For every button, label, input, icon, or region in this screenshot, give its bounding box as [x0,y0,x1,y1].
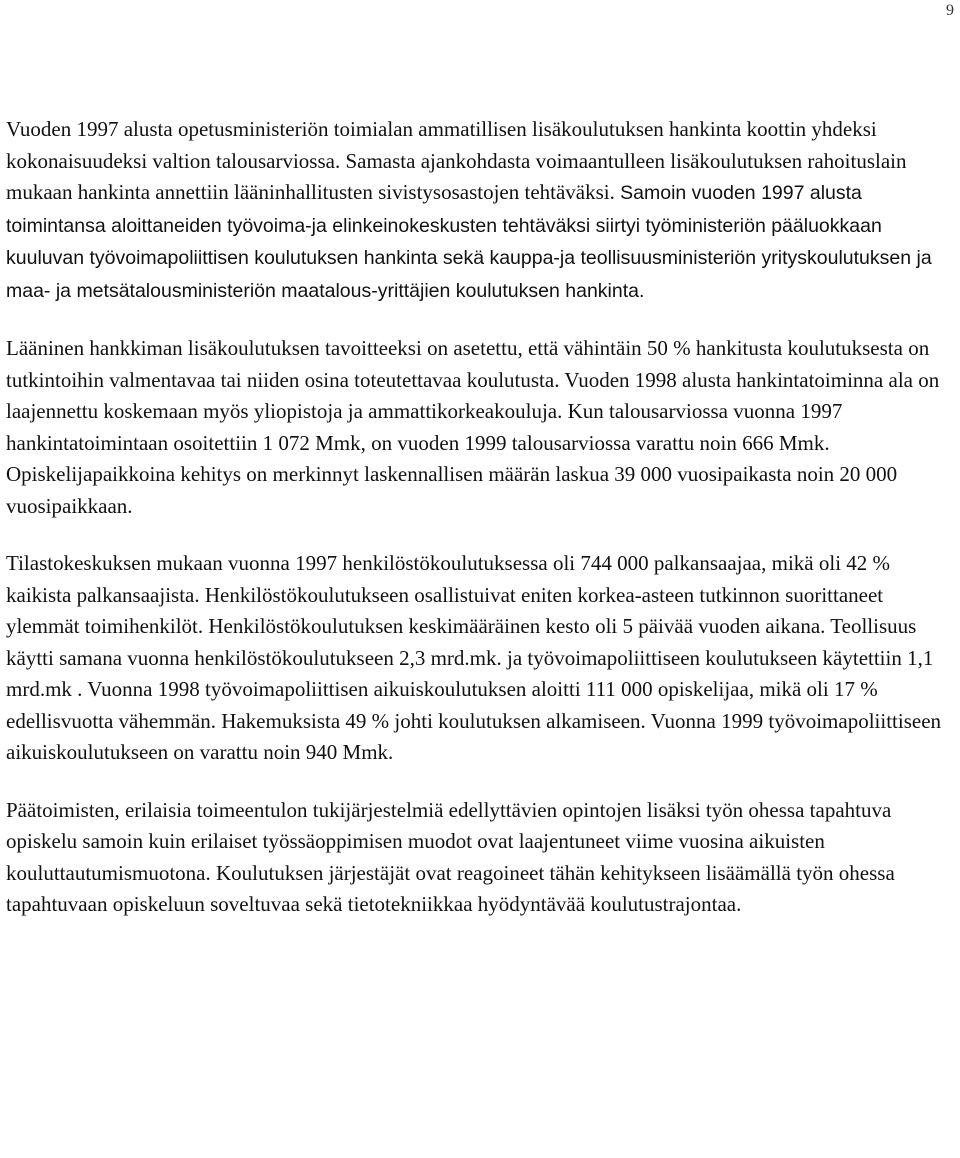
paragraph-1 [6,114,954,307]
paragraph-1-sans-segment: Samoin vuoden 1997 alusta toimintansa aloittaneiden työvoima-ja elinkeinokeskusten tehtäväksi siirtyi työministeriön pääluokkaan kuuluvan työvoimapoliittisen koulutuksen hankinta sekä kauppa-ja teollisuusministeriön yrityskoulutuksen ja maa- ja metsätalousministeriön maatalous-yrittäjien koulutuksen hankinta. [6,182,932,302]
paragraph-2: Lääninen hankkiman lisäkoulutuksen tavoitteeksi on asetettu, että vähintäin 50 % hankitusta koulutuksesta on tutkintoihin valmentavaa tai niiden osina toteutettavaa koulutusta. Vuoden 1998 alusta hankintatoiminna ala on laajennettu koskemaan myös yliopistoja ja ammattikorkeakouluja. Kun talousarviossa vuonna 1997 hankintatoimintaan osoitettiin 1 072 Mmk, on vuoden 1999 talousarviossa varattu noin 666 Mmk. Opiskelijapaikkoina kehitys on merkinnyt laskennallisen määrän laskua 39 000 vuosipaikasta noin 20 000 vuosipaikkaan. [6,336,940,518]
paragraph-4: Päätoimisten, erilaisia toimeentulon tukijärjestelmiä edellyttävien opintojen lisäksi työn ohessa tapahtuva opiskelu samoin kuin erilaiset työssäoppimisen muodot ovat laajentuneet viime vuosina aikuisten kouluttautumismuotona. Koulutuksen järjestäjät ovat reagoineet tähän kehitykseen lisäämällä työn ohessa tapahtuvaan opiskeluun soveltuvaa sekä tietotekniikkaa hyödyntävää koulutustrajontaa. [6,797,895,916]
paragraph-1-serif-segment: Vuoden 1997 alusta opetusministeriön toimialan ammatillisen lisäkoulutuksen hankinta koottin yhdeksi kokonaisuudeksi valtion talousarviossa. Samasta ajankohdasta voimaantulleen lisäkoulutuksen rahoituslain mukaan hankinta annettiin lääninhallitusten sivistysosastojen tehtäväksi. [6,117,907,204]
page-number: 9 [946,2,954,19]
document-body [6,114,954,947]
paragraph-3: Tilastokeskuksen mukaan vuonna 1997 henkilöstökoulutuksessa oli 744 000 palkansaajaa, mikä oli 42 % kaikista palkansaajista. Henkilöstökoulutukseen osallistuivat eniten korkea-asteen tutkinnon suorittaneet ylemmät toimihenkilöt. Henkilöstökoulutuksen keskimääräinen kesto oli 5 päivää vuoden aikana. Teollisuus käytti samana vuonna henkilöstökoulutukseen 2,3 mrd.mk. ja työvoimapoliittiseen koulutukseen käytettiin 1,1 mrd.mk . Vuonna 1998 työvoimapoliittisen aikuiskoulutuksen aloitti 111 000 opiskelijaa, mikä oli 17 % edellisvuotta vähemmän. Hakemuksista 49 % johti koulutuksen alkamiseen. Vuonna 1999 työvoimapoliittiseen aikuiskoulutukseen on varattu noin 940 Mmk. [6,551,942,764]
